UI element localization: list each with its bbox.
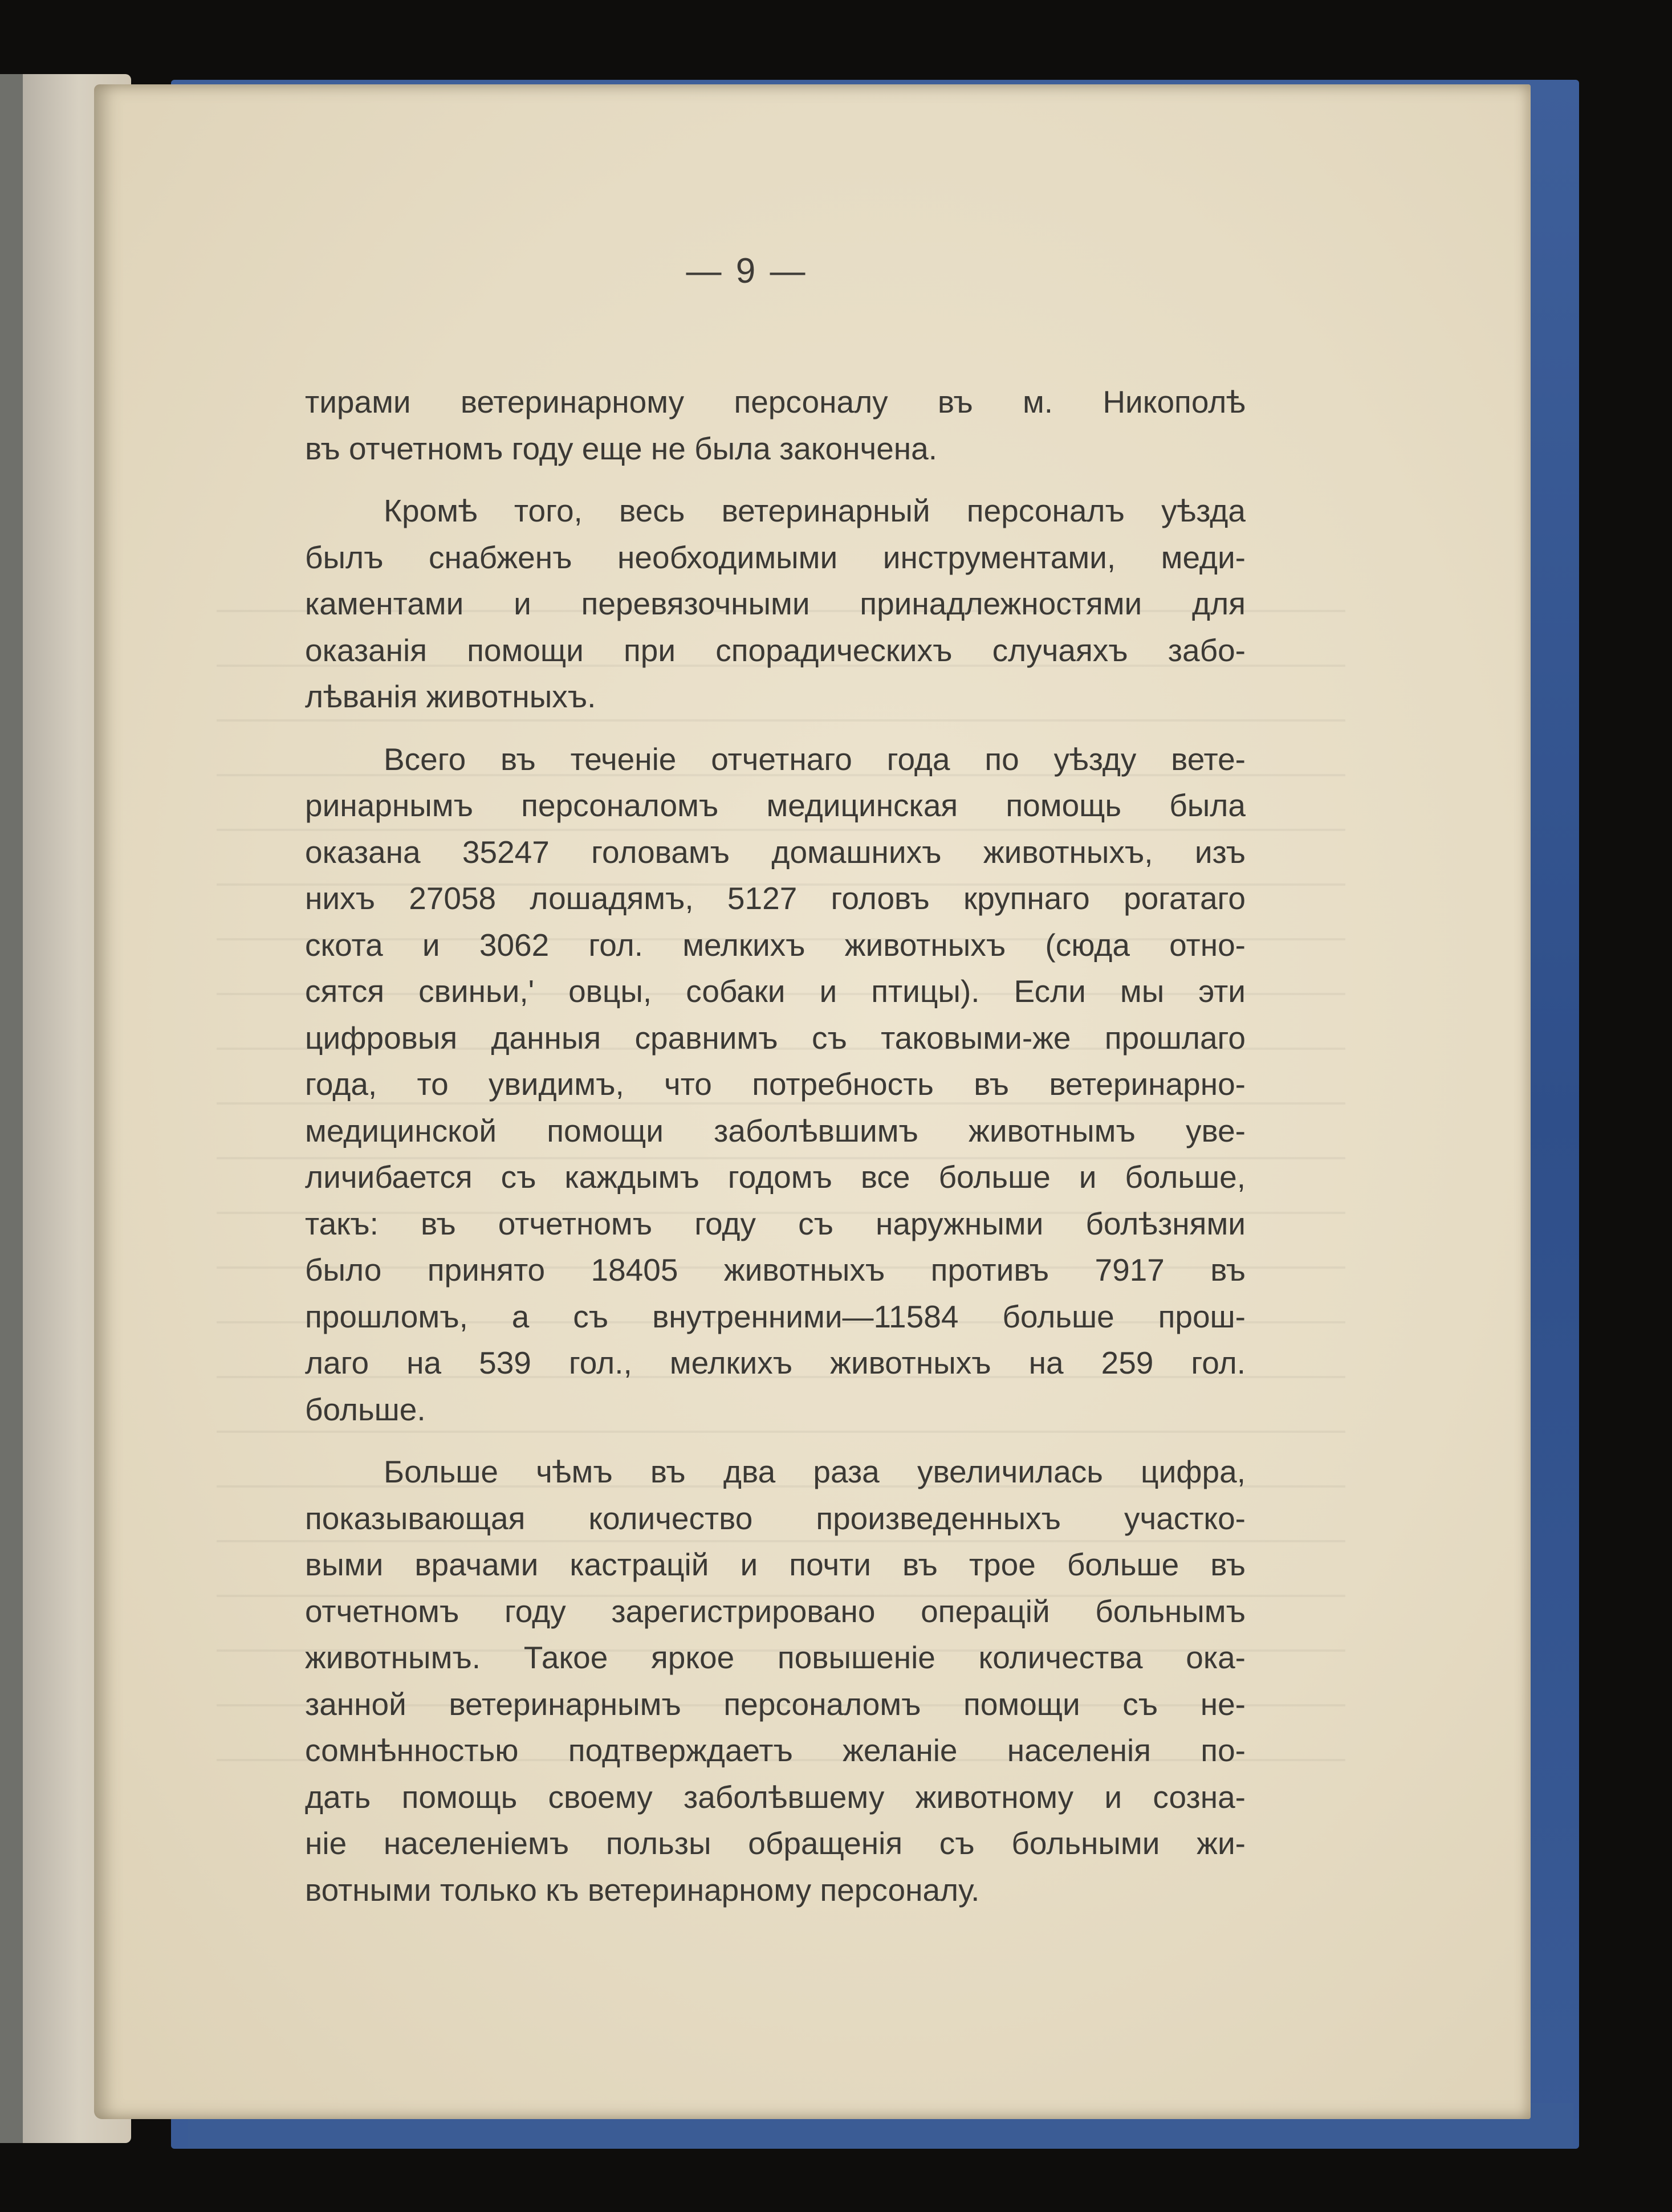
- text-line: Всего въ теченіе отчетнаго года по уѣзду вете-: [384, 741, 1246, 777]
- text-line: личибается съ каждымъ годомъ все больше и больше,: [305, 1159, 1246, 1195]
- page-number: — 9 —: [686, 251, 808, 291]
- text-line: цифровыя данныя сравнимъ съ таковыми-же прошлаго: [305, 1020, 1246, 1056]
- text-line: показывающая количество произведенныхъ участко-: [305, 1500, 1246, 1536]
- text-line: лѣванія животныхъ.: [305, 679, 596, 714]
- text-line: прошломъ, а съ внутренними—11584 больше прош-: [305, 1298, 1246, 1334]
- text-line: было принято 18405 животныхъ противъ 7917 въ: [305, 1252, 1246, 1288]
- page-body-text: [305, 379, 1246, 1929]
- text-line: оказанія помощи при спорадическихъ случаяхъ забо-: [305, 632, 1246, 668]
- text-line: былъ снабженъ необходимыми инструментами, меди-: [305, 539, 1246, 575]
- paragraph: [305, 488, 1246, 720]
- text-line: года, то увидимъ, что потребность въ ветеринарно-: [305, 1066, 1246, 1102]
- paragraph: [305, 379, 1246, 472]
- text-line: Больше чѣмъ въ два раза увеличилась цифра,: [384, 1454, 1246, 1489]
- text-line: ніе населеніемъ пользы обращенія съ больными жи-: [305, 1826, 1246, 1861]
- text-line: дать помощь своему заболѣвшему животному и созна-: [305, 1779, 1246, 1815]
- text-line: въ отчетномъ году еще не была закончена.: [305, 430, 938, 466]
- text-line: выми врачами кастрацій и почти въ трое больше въ: [305, 1547, 1246, 1582]
- text-line: занной ветеринарнымъ персоналомъ помощи съ не-: [305, 1686, 1246, 1722]
- text-line: медицинской помощи заболѣвшимъ животнымъ уве-: [305, 1113, 1246, 1148]
- text-line: нихъ 27058 лошадямъ, 5127 головъ крупнаго рогатаго: [305, 881, 1246, 916]
- text-line: вотными только къ ветеринарному персоналу.: [305, 1872, 980, 1908]
- text-line: скота и 3062 гол. мелкихъ животныхъ (сюда отно-: [305, 927, 1246, 963]
- text-line: каментами и перевязочными принадлежностями для: [305, 586, 1246, 621]
- book-spine-strip: [0, 74, 23, 2143]
- text-line: больше.: [305, 1391, 426, 1427]
- text-line: лаго на 539 гол., мелкихъ животныхъ на 259 гол.: [305, 1345, 1246, 1380]
- text-line: оказана 35247 головамъ домашнихъ животныхъ, изъ: [305, 834, 1246, 870]
- text-line: отчетномъ году зарегистрировано операцій больнымъ: [305, 1593, 1246, 1629]
- text-line: сятся свиньи,' овцы, собаки и птицы). Если мы эти: [305, 973, 1246, 1009]
- paragraph: [305, 1449, 1246, 1913]
- text-line: такъ: въ отчетномъ году съ наружными болѣзнями: [305, 1205, 1246, 1241]
- text-line: животнымъ. Такое яркое повышеніе количества ока-: [305, 1640, 1246, 1675]
- text-line: сомнѣнностью подтверждаетъ желаніе населенія по-: [305, 1733, 1246, 1768]
- text-line: Кромѣ того, весь ветеринарный персоналъ уѣзда: [384, 493, 1246, 528]
- text-line: тирами ветеринарному персоналу въ м. Никополѣ: [305, 384, 1246, 419]
- text-line: ринарнымъ персоналомъ медицинская помощь была: [305, 788, 1246, 823]
- paragraph: [305, 736, 1246, 1433]
